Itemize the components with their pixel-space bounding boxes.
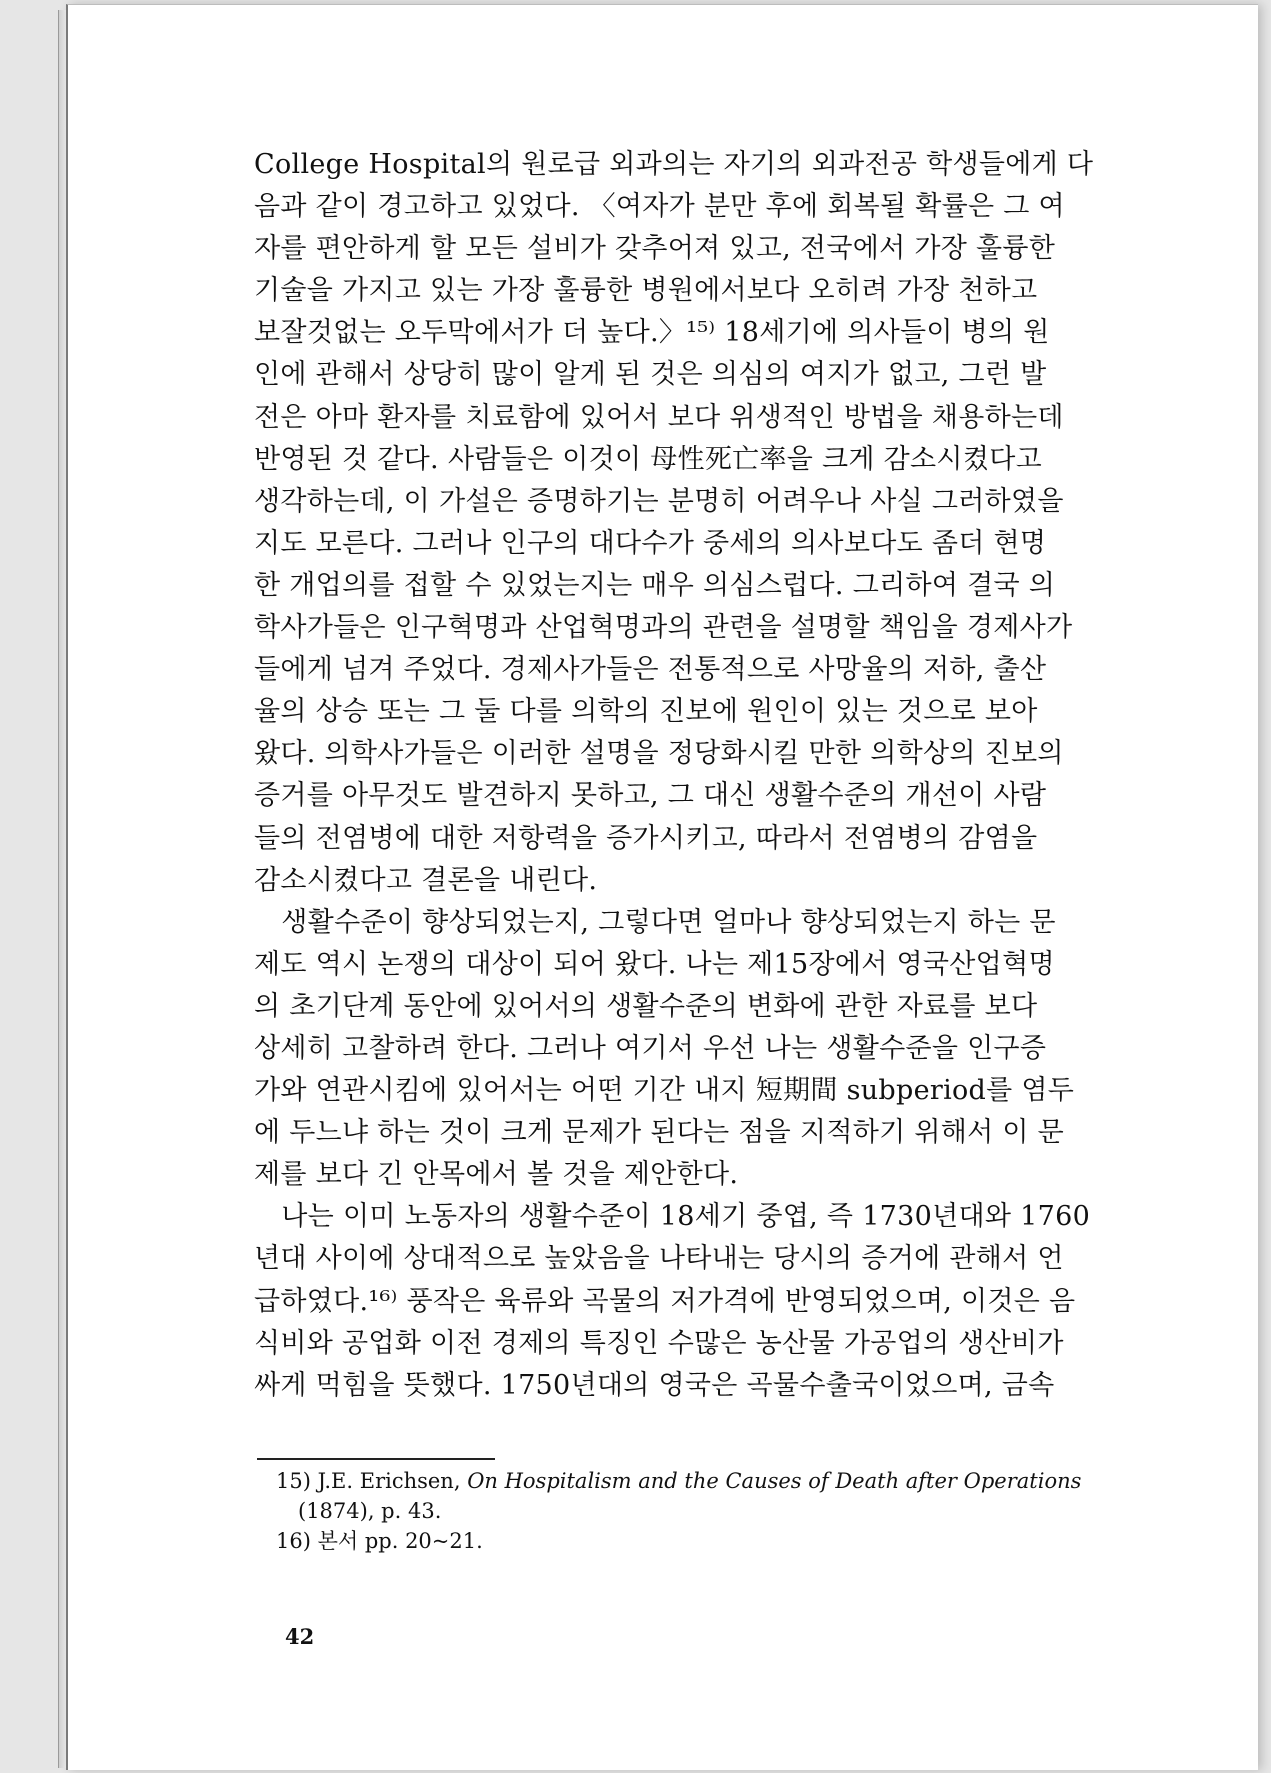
- footnote-15-title: On Hospitalism and the Causes of Death after Operations: [467, 1469, 1082, 1493]
- text-line: 식비와 공업화 이전 경제의 특징인 수많은 농산물 가공업의 생산비가: [254, 1327, 1064, 1359]
- text-line: 생각하는데, 이 가설은 증명하기는 분명히 어려우나 사실 그러하였을: [254, 485, 1064, 517]
- text-line: College Hospital의 원로급 외과의는 자기의 외과전공 학생들에게 다: [254, 149, 1094, 180]
- text-line: 상세히 고찰하려 한다. 그러나 여기서 우선 나는 생활수준을 인구증: [254, 1032, 1047, 1064]
- footnote-16: 16) 본서 pp. 20~21.: [276, 1529, 483, 1553]
- text-line: 보잘것없는 오두막에서가 더 높다.〉¹⁵⁾ 18세기에 의사들이 병의 원: [254, 317, 1050, 349]
- text-line: 왔다. 의학사가들은 이러한 설명을 정당화시킬 만한 의학상의 진보의: [254, 738, 1064, 770]
- text-line: 가와 연관시킴에 있어서는 어떤 기간 내지 短期間 subperiod를 염두: [254, 1075, 1075, 1107]
- text-line: 급하였다.¹⁶⁾ 풍작은 육류와 곡물의 저가격에 반영되었으며, 이것은 음: [254, 1285, 1076, 1317]
- footnote-15-continued: (1874), p. 43.: [298, 1499, 442, 1523]
- footnote-rule: [257, 1458, 495, 1460]
- text-line: 음과 같이 경고하고 있었다. 〈여자가 분만 후에 회복될 확률은 그 여: [254, 191, 1065, 223]
- footnote-15: [276, 1466, 1136, 1496]
- text-line: 감소시켰다고 결론을 내린다.: [254, 864, 598, 896]
- text-line: 에 두느냐 하는 것이 크게 문제가 된다는 점을 지적하기 위해서 이 문: [254, 1117, 1065, 1149]
- text-line: 생활수준이 향상되었는지, 그렇다면 얼마나 향상되었는지 하는 문: [254, 906, 1056, 938]
- text-line: 인에 관해서 상당히 많이 알게 된 것은 의심의 여지가 없고, 그런 발: [254, 359, 1047, 391]
- footnote-15-prefix: 15) J.E. Erichsen,: [276, 1469, 468, 1493]
- text-line: 년대 사이에 상대적으로 높았음을 나타내는 당시의 증거에 관해서 언: [254, 1243, 1064, 1275]
- text-line: 들에게 넘겨 주었다. 경제사가들은 전통적으로 사망율의 저하, 출산: [254, 654, 1047, 686]
- page-number: 42: [285, 1624, 315, 1649]
- text-line: 들의 전염병에 대한 저항력을 증가시키고, 따라서 전염병의 감염을: [254, 822, 1038, 854]
- body-text: [254, 144, 1116, 1407]
- text-line: 제를 보다 긴 안목에서 볼 것을 제안한다.: [254, 1159, 739, 1191]
- text-line: 제도 역시 논쟁의 대상이 되어 왔다. 나는 제15장에서 영국산업혁명: [254, 948, 1055, 980]
- text-line: 자를 편안하게 할 모든 설비가 갖추어져 있고, 전국에서 가장 훌륭한: [254, 233, 1056, 265]
- text-line: 지도 모른다. 그러나 인구의 대다수가 중세의 의사보다도 좀더 현명: [254, 527, 1047, 559]
- text-line: 의 초기단계 동안에 있어서의 생활수준의 변화에 관한 자료를 보다: [254, 990, 1038, 1022]
- text-line: 한 개업의를 접할 수 있었는지는 매우 의심스럽다. 그리하여 결국 의: [254, 569, 1056, 601]
- text-line: 기술을 가지고 있는 가장 훌륭한 병원에서보다 오히려 가장 천하고: [254, 275, 1038, 307]
- footnotes: [276, 1466, 1136, 1556]
- text-line: 증거를 아무것도 발견하지 못하고, 그 대신 생활수준의 개선이 사람: [254, 780, 1047, 812]
- text-line: 싸게 먹힘을 뜻했다. 1750년대의 영국은 곡물수출국이었으며, 금속: [254, 1369, 1055, 1401]
- text-line: 율의 상승 또는 그 둘 다를 의학의 진보에 원인이 있는 것으로 보아: [254, 696, 1038, 728]
- text-line: 반영된 것 같다. 사람들은 이것이 母性死亡率을 크게 감소시켰다고: [254, 443, 1042, 475]
- text-line: 나는 이미 노동자의 생활수준이 18세기 중엽, 즉 1730년대와 1760: [254, 1201, 1091, 1233]
- text-line: 전은 아마 환자를 치료함에 있어서 보다 위생적인 방법을 채용하는데: [254, 401, 1064, 433]
- text-line: 학사가들은 인구혁명과 산업혁명과의 관련을 설명할 책임을 경제사가: [254, 612, 1073, 644]
